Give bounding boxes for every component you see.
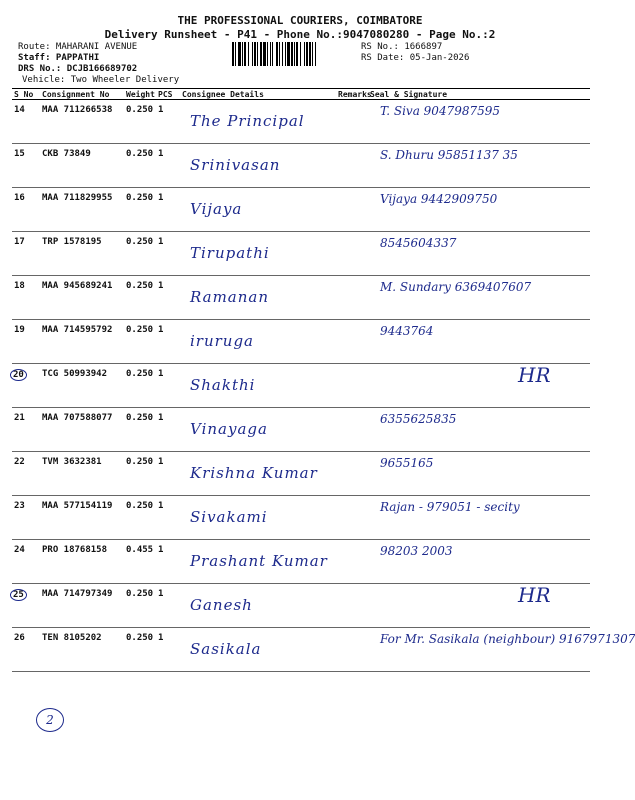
table-row — [12, 232, 590, 276]
signature-cell — [368, 408, 590, 452]
consignee-cell — [180, 188, 336, 232]
pcs-cell: 1 — [156, 188, 180, 232]
weight-cell: 0.250 — [124, 584, 156, 628]
signature-handwriting: 6355625835 — [380, 412, 457, 426]
col-consignee: Consignee Details — [180, 89, 336, 100]
weight-cell: 0.455 — [124, 540, 156, 584]
consignee-cell — [180, 100, 336, 144]
table-row — [12, 364, 590, 408]
signature-cell — [368, 188, 590, 232]
consignee-cell — [180, 452, 336, 496]
table-row — [12, 540, 590, 584]
signature-cell — [368, 452, 590, 496]
remarks-cell — [336, 628, 368, 672]
consignee-cell — [180, 320, 336, 364]
remarks-cell — [336, 320, 368, 364]
consignee-cell — [180, 540, 336, 584]
consignee-handwriting: Sivakami — [190, 508, 268, 526]
table-row — [12, 584, 590, 628]
consignee-handwriting: Srinivasan — [190, 156, 281, 174]
remarks-cell — [336, 144, 368, 188]
consignment-number-cell: TVM 3632381 — [40, 452, 124, 496]
consignee-handwriting: iruruga — [190, 332, 255, 350]
col-consignment: Consignment No — [40, 89, 124, 100]
drs-label: DRS No.: DCJB166689702 — [18, 64, 138, 74]
pcs-cell: 1 — [156, 364, 180, 408]
col-weight: Weight — [126, 89, 155, 99]
consignment-number-cell: CKB 73849 — [40, 144, 124, 188]
sno-cell — [12, 584, 40, 628]
remarks-cell — [336, 584, 368, 628]
signature-handwriting: M. Sundary 6369407607 — [380, 280, 532, 294]
consignment-number-cell: TRP 1578195 — [40, 232, 124, 276]
table-row — [12, 276, 590, 320]
col-sno: S No — [12, 89, 40, 100]
consignee-cell — [180, 364, 336, 408]
signature-handwriting: HR — [518, 583, 551, 607]
consignment-number-cell: MAA 707588077 — [40, 408, 124, 452]
barcode-bar — [316, 42, 319, 66]
weight-cell: 0.250 — [124, 144, 156, 188]
table-row — [12, 188, 590, 232]
consignee-cell — [180, 628, 336, 672]
remarks-cell — [336, 232, 368, 276]
signature-cell — [368, 320, 590, 364]
weight-cell: 0.250 — [124, 452, 156, 496]
rs-date: RS Date: 05-Jan-2026 — [361, 53, 470, 63]
signature-cell — [368, 232, 590, 276]
page-circle-mark: 2 — [36, 708, 64, 732]
consignee-handwriting: Vijaya — [190, 200, 243, 218]
sno-cell: 19 — [12, 320, 40, 364]
signature-handwriting: For Mr. Sasikala (neighbour) 9167971307 — [380, 632, 635, 646]
runsheet-table — [12, 88, 635, 672]
consignee-handwriting: Vinayaga — [190, 420, 268, 438]
col-remarks: Remarks — [338, 89, 372, 99]
signature-cell — [368, 364, 590, 408]
table-row — [12, 144, 590, 188]
sno-cell: 26 — [12, 628, 40, 672]
runsheet-title: THE PROFESSIONAL COURIERS, COIMBATORE — [177, 14, 423, 27]
consignee-handwriting: Prashant Kumar — [190, 552, 328, 570]
pcs-cell: 1 — [156, 100, 180, 144]
sno-cell: 22 — [12, 452, 40, 496]
pcs-cell: 1 — [156, 232, 180, 276]
weight-cell: 0.250 — [124, 100, 156, 144]
circled-sno: 20 — [10, 369, 27, 381]
consignee-cell — [180, 276, 336, 320]
signature-cell — [368, 276, 590, 320]
circled-sno: 25 — [10, 589, 27, 601]
pcs-cell: 1 — [156, 144, 180, 188]
table-row — [12, 496, 590, 540]
consignment-number-cell: TCG 50993942 — [40, 364, 124, 408]
sno-cell: 23 — [12, 496, 40, 540]
remarks-cell — [336, 408, 368, 452]
consignment-number-cell: MAA 711829955 — [40, 188, 124, 232]
vehicle-label: Vehicle: Two Wheeler Delivery — [22, 75, 180, 85]
sno-cell: 14 — [12, 100, 40, 144]
pcs-cell: 1 — [156, 540, 180, 584]
pcs-cell: 1 — [156, 584, 180, 628]
sno-cell — [12, 364, 40, 408]
signature-handwriting: 9655165 — [380, 456, 434, 470]
weight-cell: 0.250 — [124, 320, 156, 364]
consignment-number-cell: MAA 945689241 — [40, 276, 124, 320]
signature-handwriting: 9443764 — [380, 324, 434, 338]
consignee-handwriting: Sasikala — [190, 640, 262, 658]
weight-cell: 0.250 — [124, 496, 156, 540]
signature-handwriting: T. Siva 9047987595 — [380, 104, 501, 118]
signature-cell — [368, 100, 590, 144]
runsheet-subtitle: Delivery Runsheet - P41 - Phone No.:9047080280 - Page No.:2 — [104, 28, 496, 41]
col-signature: Seal & Signature — [368, 89, 590, 100]
remarks-cell — [336, 364, 368, 408]
signature-cell — [368, 496, 590, 540]
remarks-cell — [336, 540, 368, 584]
staff-label: Staff: PAPPATHI — [18, 53, 100, 63]
consignee-handwriting: Tirupathi — [190, 244, 270, 262]
col-pcs: PCS — [156, 89, 180, 100]
pcs-cell: 1 — [156, 628, 180, 672]
remarks-cell — [336, 276, 368, 320]
pcs-cell: 1 — [156, 276, 180, 320]
remarks-cell — [336, 452, 368, 496]
pcs-cell: 1 — [156, 452, 180, 496]
route-label: Route: MAHARANI AVENUE — [18, 42, 138, 52]
table-row — [12, 628, 590, 672]
remarks-cell — [336, 100, 368, 144]
pcs-cell: 1 — [156, 408, 180, 452]
weight-cell: 0.250 — [124, 408, 156, 452]
consignment-number-cell: MAA 714595792 — [40, 320, 124, 364]
sno-cell: 16 — [12, 188, 40, 232]
consignee-cell — [180, 232, 336, 276]
remarks-cell — [336, 188, 368, 232]
sno-cell: 24 — [12, 540, 40, 584]
weight-cell: 0.250 — [124, 628, 156, 672]
table-row — [12, 452, 590, 496]
consignment-number-cell: MAA 577154119 — [40, 496, 124, 540]
table-row — [12, 320, 590, 364]
signature-handwriting: S. Dhuru 95851137 35 — [380, 148, 518, 162]
signature-handwriting: Vijaya 9442909750 — [380, 192, 498, 206]
pcs-cell: 1 — [156, 320, 180, 364]
consignee-handwriting: Ramanan — [190, 288, 270, 306]
sno-cell: 15 — [12, 144, 40, 188]
table-row — [12, 100, 590, 144]
consignee-cell — [180, 496, 336, 540]
consignee-cell — [180, 584, 336, 628]
signature-cell — [368, 584, 590, 628]
barcode-image — [232, 42, 356, 66]
table-row — [12, 408, 590, 452]
signature-cell — [368, 628, 635, 672]
sno-cell: 21 — [12, 408, 40, 452]
consignee-handwriting: Ganesh — [190, 596, 253, 614]
weight-cell: 0.250 — [124, 364, 156, 408]
pcs-cell: 1 — [156, 496, 180, 540]
consignment-number-cell: MAA 714797349 — [40, 584, 124, 628]
signature-handwriting: HR — [518, 363, 551, 387]
sno-cell: 18 — [12, 276, 40, 320]
signature-handwriting: Rajan - 979051 - secity — [380, 500, 520, 514]
table-header-row — [12, 89, 590, 100]
consignee-cell — [180, 408, 336, 452]
consignee-handwriting: Shakthi — [190, 376, 256, 394]
consignee-cell — [180, 144, 336, 188]
consignee-handwriting: Krishna Kumar — [190, 464, 318, 482]
consignment-number-cell: MAA 711266538 — [40, 100, 124, 144]
consignee-handwriting: The Principal — [190, 112, 305, 130]
weight-cell: 0.250 — [124, 188, 156, 232]
weight-cell: 0.250 — [124, 232, 156, 276]
sno-cell: 17 — [12, 232, 40, 276]
signature-handwriting: 98203 2003 — [380, 544, 453, 558]
signature-cell — [368, 144, 590, 188]
signature-cell — [368, 540, 590, 584]
signature-handwriting: 8545604337 — [380, 236, 457, 250]
consignment-number-cell: TEN 8105202 — [40, 628, 124, 672]
consignment-number-cell: PRO 18768158 — [40, 540, 124, 584]
rs-number: RS No.: 1666897 — [361, 42, 443, 52]
remarks-cell — [336, 496, 368, 540]
weight-cell: 0.250 — [124, 276, 156, 320]
